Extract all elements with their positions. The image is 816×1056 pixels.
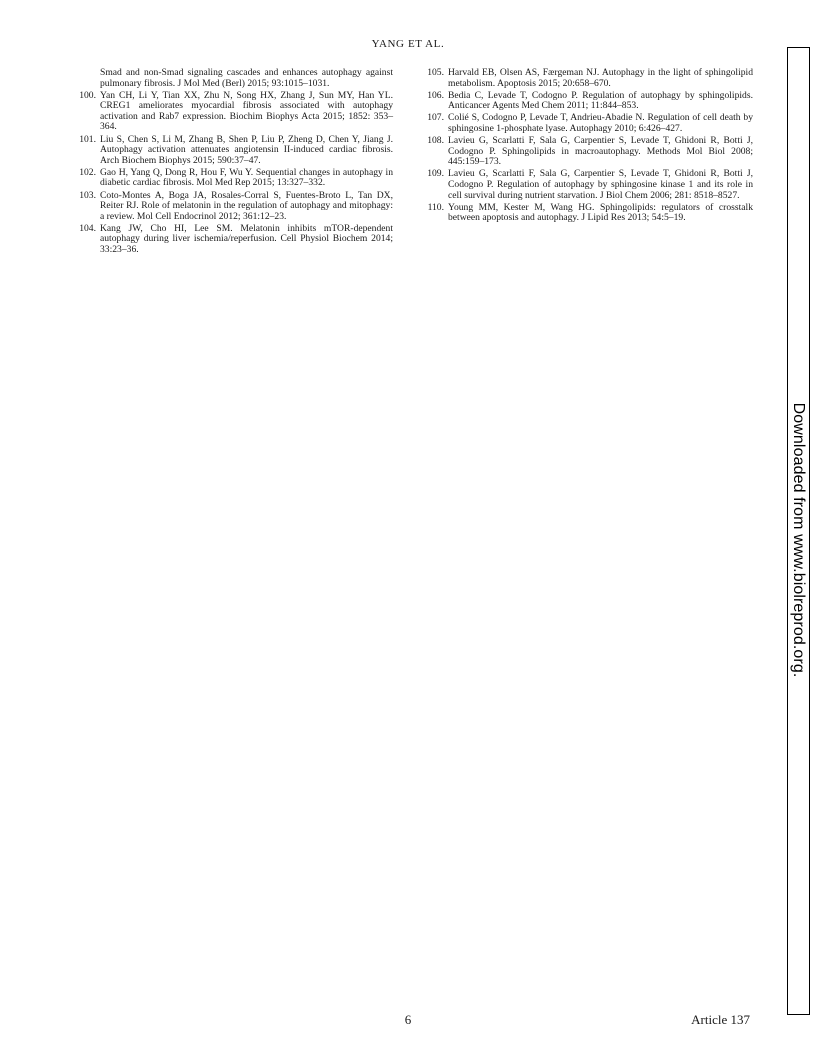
references-left-column bbox=[78, 68, 393, 257]
reference-number: 100. bbox=[79, 89, 96, 101]
reference-item bbox=[78, 91, 393, 133]
reference-text: Smad and non-Smad signaling cascades and enhances autophagy against pulmonary fibrosis. J Mol Med (Berl) 2015; 93:1015–1031. bbox=[100, 67, 393, 89]
reference-number: 104. bbox=[79, 222, 96, 234]
reference-text: Bedia C, Levade T, Codogno P. Regulation of autophagy by sphingolipids. Anticancer Agents Med Chem 2011; 11:844–853. bbox=[448, 89, 753, 112]
reference-item bbox=[78, 224, 393, 256]
reference-item bbox=[78, 68, 393, 89]
reference-number: 109. bbox=[427, 168, 444, 180]
reference-item bbox=[426, 203, 753, 224]
reference-item bbox=[78, 191, 393, 223]
reference-item bbox=[426, 169, 753, 201]
reference-text: Yan CH, Li Y, Tian XX, Zhu N, Song HX, Zhang J, Sun MY, Han YL. CREG1 ameliorates myocardial fibrosis associated with autophagy activation and Rab7 expression. Biochim Biophys Acta 2015; 1852: 353–364. bbox=[100, 89, 393, 133]
reference-number: 106. bbox=[427, 89, 444, 101]
reference-number: 101. bbox=[79, 133, 96, 145]
reference-text: Harvald EB, Olsen AS, Færgeman NJ. Autophagy in the light of sphingolipid metabolism. Apoptosis 2015; 20:658–670. bbox=[448, 67, 753, 89]
reference-number: 102. bbox=[79, 166, 96, 178]
reference-text: Colié S, Codogno P, Levade T, Andrieu-Abadie N. Regulation of cell death by sphingosine 1-phosphate lyase. Autophagy 2010; 6:426–427. bbox=[448, 112, 753, 134]
reference-text: Coto-Montes A, Boga JA, Rosales-Corral S, Fuentes-Broto L, Tan DX, Reiter RJ. Role of melatonin in the regulation of autophagy and mitophagy: a review. Mol Cell Endocrinol 2012; 361:12–23. bbox=[100, 189, 393, 222]
reference-item bbox=[426, 113, 753, 134]
reference-item bbox=[426, 68, 753, 89]
reference-number: 108. bbox=[427, 135, 444, 147]
article-label: Article 137 bbox=[691, 1012, 750, 1027]
reference-item bbox=[426, 136, 753, 168]
reference-text: Kang JW, Cho HI, Lee SM. Melatonin inhibits mTOR-dependent autophagy during liver ischemia/reperfusion. Cell Physiol Biochem 2014; 33:23–36. bbox=[100, 222, 393, 255]
download-notice: Downloaded from www.biolreprod.org. bbox=[790, 402, 807, 678]
reference-item bbox=[78, 168, 393, 189]
reference-number: 105. bbox=[427, 67, 444, 78]
reference-item bbox=[426, 91, 753, 112]
reference-text: Lavieu G, Scarlatti F, Sala G, Carpentier S, Levade T, Ghidoni R, Botti J, Codogno P. Sphingolipids in macroautophagy. Methods Mol Biol 2008; 445:159–173. bbox=[448, 135, 753, 168]
running-head: YANG ET AL. bbox=[371, 38, 445, 50]
reference-number: 110. bbox=[427, 201, 444, 213]
reference-text: Young MM, Kester M, Wang HG. Sphingolipids: regulators of crosstalk between apoptosis and autophagy. J Lipid Res 2013; 54:5–19. bbox=[448, 201, 753, 224]
reference-number: 107. bbox=[427, 112, 444, 124]
page-number: 6 bbox=[404, 1012, 412, 1027]
reference-text: Gao H, Yang Q, Dong R, Hou F, Wu Y. Sequential changes in autophagy in diabetic cardiac fibrosis. Mol Med Rep 2015; 13:327–332. bbox=[100, 166, 393, 189]
reference-number: 103. bbox=[79, 189, 96, 201]
reference-text: Lavieu G, Scarlatti F, Sala G, Carpentier S, Levade T, Ghidoni R, Botti J, Codogno P. Regulation of autophagy by sphingosine kinase 1 and its role in cell survival during nutrient starvation. J Biol Chem 2006; 281: 8518–8527. bbox=[448, 168, 753, 201]
reference-item bbox=[78, 135, 393, 167]
reference-text: Liu S, Chen S, Li M, Zhang B, Shen P, Liu P, Zheng D, Chen Y, Jiang J. Autophagy activation attenuates angiotensin II-induced cardiac fibrosis. Arch Biochem Biophys 2015; 590:37–47. bbox=[100, 133, 393, 166]
references-right-column bbox=[426, 68, 753, 225]
